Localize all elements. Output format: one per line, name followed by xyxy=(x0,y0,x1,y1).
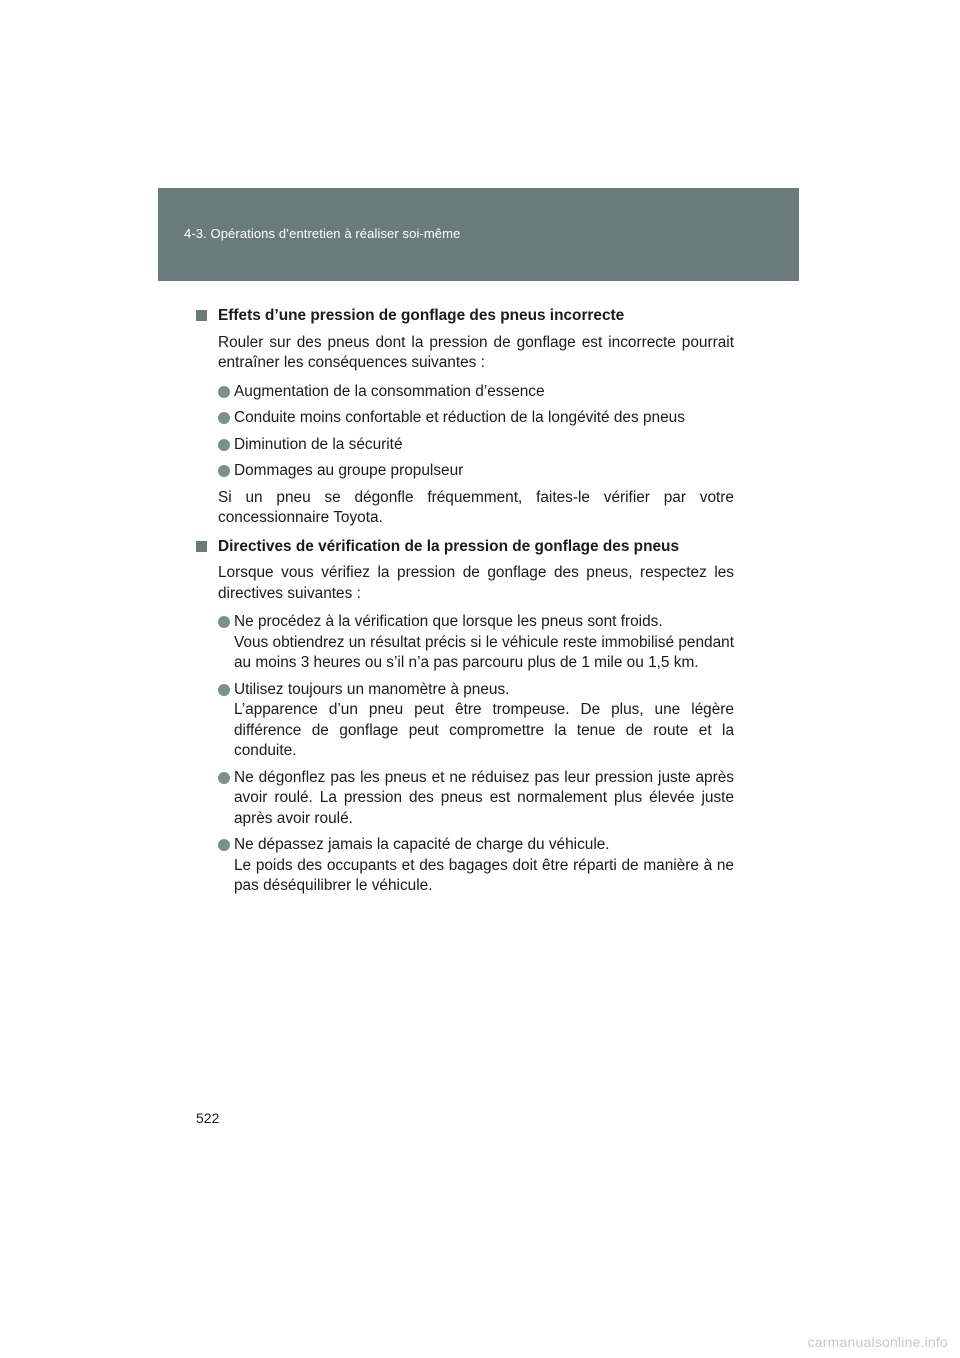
bullet-text: Conduite moins confortable et réduction de la longévité des pneus xyxy=(234,409,685,426)
list-item xyxy=(218,768,734,830)
section-heading-effects xyxy=(196,306,734,327)
bullet-detail: Le poids des occupants et des bagages doit être réparti de manière à ne pas déséquilibrer le véhicule. xyxy=(234,856,734,894)
outro-paragraph: Si un pneu se dégonfle fréquemment, faites-le vérifier par votre concessionnaire Toyota. xyxy=(218,488,734,526)
bullet-text: Dommages au groupe propulseur xyxy=(234,462,464,479)
bullet-text: Diminution de la sécurité xyxy=(234,435,403,453)
circle-bullet-icon xyxy=(218,684,230,696)
list-item xyxy=(218,435,734,456)
bullet-lead: Ne dégonflez pas les pneus et ne réduisez pas leur pression juste après avoir roulé. La pression des pneus est normalement plus élevée juste après avoir roulé. xyxy=(234,768,734,827)
bullet-lead: Ne dépassez jamais la capacité de charge du véhicule. xyxy=(234,836,610,853)
circle-bullet-icon xyxy=(218,465,230,477)
circle-bullet-icon xyxy=(218,616,230,628)
intro-paragraph: Lorsque vous vérifiez la pression de gonflage des pneus, respectez les directives suivantes : xyxy=(218,564,734,602)
list-item xyxy=(218,408,734,429)
square-bullet-icon xyxy=(196,541,207,552)
bullet-detail: Vous obtiendrez un résultat précis si le véhicule reste immobilisé pendant au moins 3 heures ou s’il n’a pas parcouru plus de 1 mile ou 1,5 km. xyxy=(234,633,734,671)
circle-bullet-icon xyxy=(218,839,230,851)
circle-bullet-icon xyxy=(218,772,230,784)
page-content xyxy=(196,306,734,903)
section-title: 4-3. Opérations d’entretien à réaliser soi-même xyxy=(184,226,461,241)
list-item xyxy=(218,382,734,403)
bullet-lead: Ne procédez à la vérification que lorsque les pneus sont froids. xyxy=(234,613,663,630)
list-item xyxy=(218,461,734,482)
heading-text: Directives de vérification de la pression de gonflage des pneus xyxy=(218,537,680,555)
bullet-detail: L’apparence d’un pneu peut être trompeuse. De plus, une légère différence de gonflage peut compromettre la tenue de route et la conduite. xyxy=(234,701,734,759)
heading-text: Effets d’une pression de gonflage des pneus incorrecte xyxy=(218,307,625,324)
section-header-band xyxy=(158,188,799,281)
watermark: carmanualsonline.info xyxy=(807,1334,948,1350)
page-number: 522 xyxy=(196,1110,220,1126)
bullet-lead: Utilisez toujours un manomètre à pneus. xyxy=(234,680,510,698)
circle-bullet-icon xyxy=(218,412,230,424)
circle-bullet-icon xyxy=(218,439,230,451)
list-item xyxy=(218,612,734,674)
section-heading-guidelines xyxy=(196,537,734,558)
intro-paragraph: Rouler sur des pneus dont la pression de gonflage est incorrecte pourrait entraîner les conséquences suivantes : xyxy=(218,333,734,371)
bullet-text: Augmentation de la consommation d’essence xyxy=(234,382,545,400)
list-item xyxy=(218,680,734,762)
list-item xyxy=(218,835,734,897)
square-bullet-icon xyxy=(196,310,207,321)
circle-bullet-icon xyxy=(218,386,230,398)
